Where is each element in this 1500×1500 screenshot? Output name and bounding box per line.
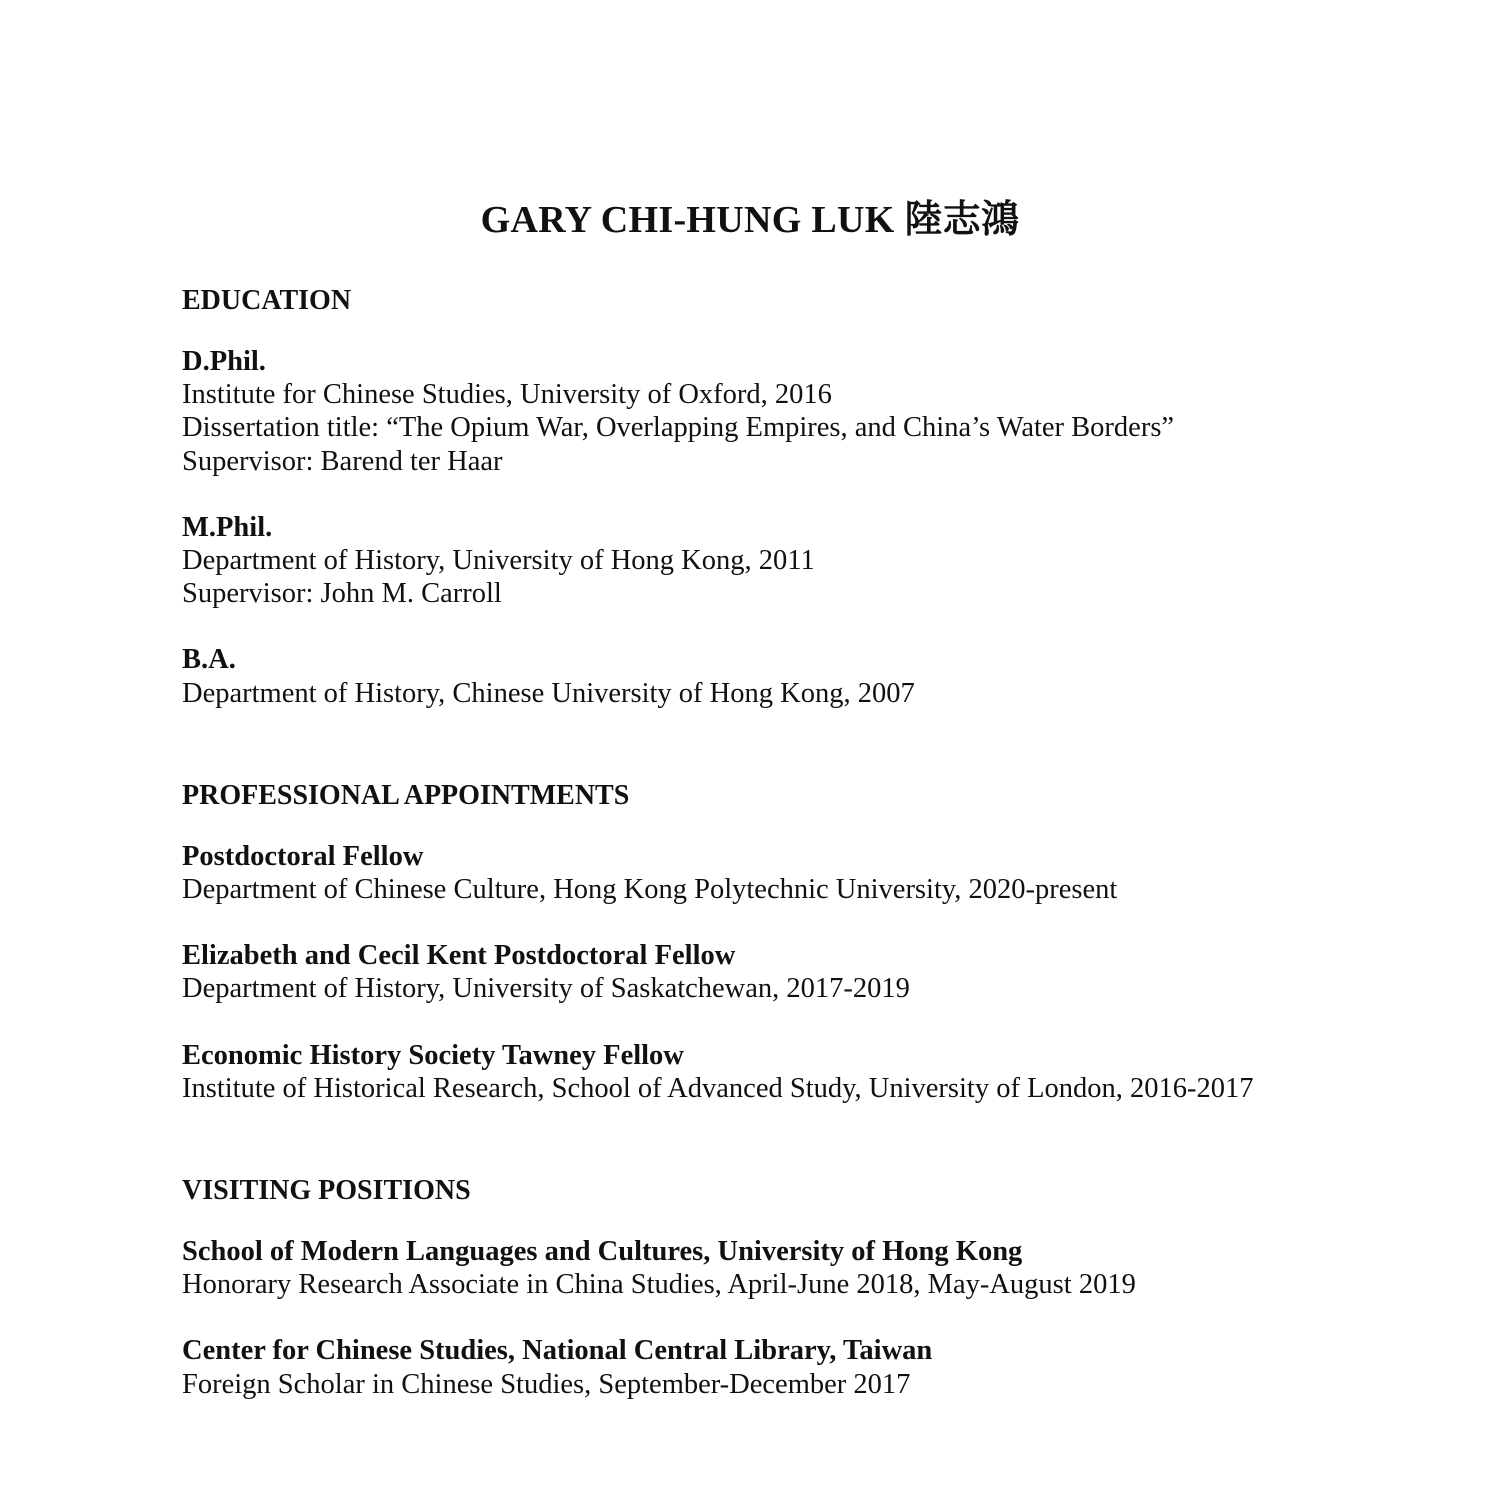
degree-title: D.Phil.: [182, 346, 266, 377]
section-heading-visiting: VISITING POSITIONS: [182, 1175, 471, 1207]
entry-line: Department of History, University of Hong Kong, 2011: [182, 545, 815, 577]
entry-line: Dissertation title: “The Opium War, Overlapping Empires, and China’s Water Borders”: [182, 412, 1175, 444]
entry-line: Department of History, University of Saskatchewan, 2017-2019: [182, 973, 910, 1005]
education-entry: [182, 511, 1322, 611]
appointment-entry: [182, 939, 1322, 1005]
entry-line: Foreign Scholar in Chinese Studies, September-December 2017: [182, 1368, 911, 1400]
appointment-title: Elizabeth and Cecil Kent Postdoctoral Fellow: [182, 940, 736, 972]
appointment-entry: [182, 840, 1322, 906]
appointment-title: Postdoctoral Fellow: [182, 840, 424, 872]
page-title: GARY CHI-HUNG LUK 陸志鴻: [480, 199, 1020, 241]
section-spacer: [182, 743, 1322, 776]
visiting-institution: Center for Chinese Studies, National Central Library, Taiwan: [182, 1335, 933, 1367]
visiting-entry: [182, 1334, 1322, 1400]
entry-line: Institute for Chinese Studies, University of Oxford, 2016: [182, 379, 832, 411]
visiting-entry: [182, 1235, 1322, 1301]
education-entry: [182, 345, 1322, 478]
cv-body: [182, 281, 1322, 1434]
degree-title: B.A.: [182, 644, 236, 676]
entry-line: Supervisor: Barend ter Haar: [182, 445, 503, 477]
entry-line: Supervisor: John M. Carroll: [182, 578, 502, 610]
degree-title: M.Phil.: [182, 511, 273, 543]
visiting-institution: School of Modern Languages and Cultures, University of Hong Kong: [182, 1236, 1023, 1268]
section-spacer: [182, 1138, 1322, 1171]
entry-line: Honorary Research Associate in China Studies, April-June 2018, May-August 2019: [182, 1269, 1136, 1301]
entry-line: Institute of Historical Research, School of Advanced Study, University of London, 2016-2017: [182, 1072, 1254, 1104]
appointment-title: Economic History Society Tawney Fellow: [182, 1039, 684, 1071]
section-heading-appointments: PROFESSIONAL APPOINTMENTS: [182, 779, 630, 811]
entry-line: Department of Chinese Culture, Hong Kong Polytechnic University, 2020-present: [182, 874, 1118, 906]
education-entry: [182, 643, 1322, 709]
section-heading-education: EDUCATION: [182, 285, 352, 316]
appointment-entry: [182, 1039, 1322, 1105]
entry-line: Department of History, Chinese University of Hong Kong, 2007: [182, 677, 915, 709]
